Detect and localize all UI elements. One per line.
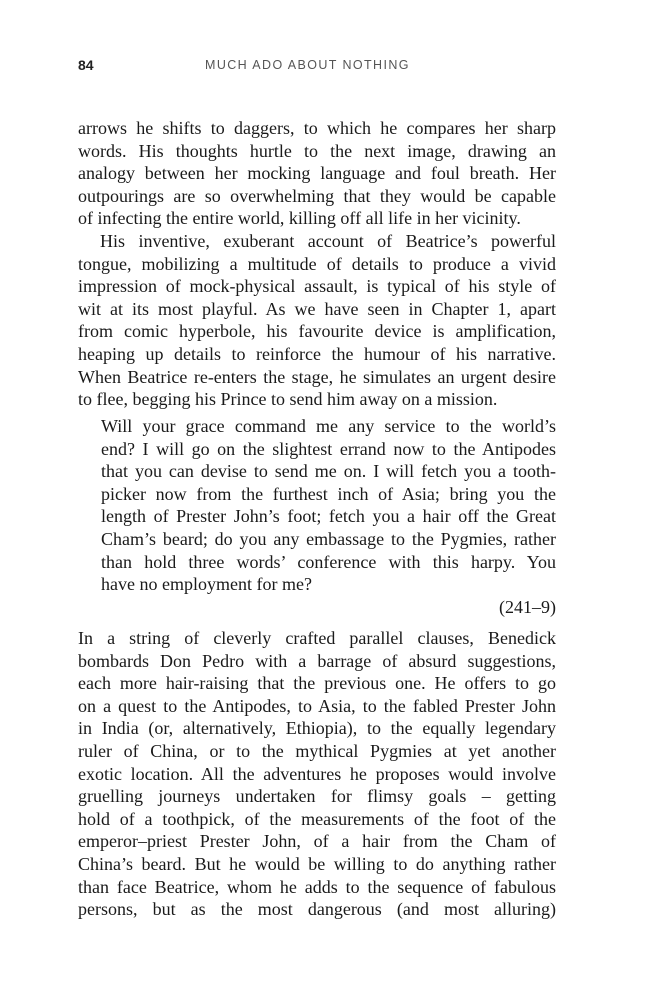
- text-line: persons, but as the most dangerous (and most alluring): [78, 899, 556, 920]
- text-line: emperor–priest Prester John, of a hair from the Cham of: [78, 831, 556, 852]
- text-line: bombards Don Pedro with a barrage of absurd suggestions,: [78, 650, 556, 671]
- text-line: outpourings are so overwhelming that they would be capable: [78, 185, 556, 206]
- page-number: 84: [78, 57, 94, 73]
- text-line: impression of mock-physical assault, is typical of his style of: [78, 276, 556, 297]
- paragraph-1: [78, 117, 556, 230]
- text-line: His inventive, exuberant account of Beatrice’s powerful: [100, 231, 556, 251]
- quote-line: picker now from the furthest inch of Asia; bring you the: [101, 483, 556, 504]
- paragraph-2: [78, 230, 556, 411]
- text-line: on a quest to the Antipodes, to Asia, to the fabled Prester John: [78, 695, 556, 716]
- block-quote: [101, 415, 556, 618]
- text-line: hold of a toothpick, of the measurements of the foot of the: [78, 808, 556, 829]
- text-line: exotic location. All the adventures he proposes would involve: [78, 763, 556, 784]
- quote-line: length of Prester John’s foot; fetch you a hair off the Great: [101, 506, 556, 527]
- text-line: ruler of China, or to the mythical Pygmies at yet another: [78, 740, 556, 761]
- running-header: [78, 57, 556, 77]
- text-line: to flee, begging his Prince to send him away on a mission.: [78, 389, 498, 410]
- text-line: China’s beard. But he would be willing to do anything rather: [78, 853, 556, 874]
- text-line: wit at its most playful. As we have seen in Chapter 1, apart: [78, 298, 556, 319]
- text-line: than face Beatrice, whom he adds to the sequence of fabulous: [78, 876, 556, 897]
- text-line: words. His thoughts hurtle to the next image, drawing an: [78, 140, 556, 161]
- text-line: from comic hyperbole, his favourite device is amplification,: [78, 321, 556, 342]
- text-line: heaping up details to reinforce the humour of his narrative.: [78, 343, 556, 364]
- paragraph-3: [78, 627, 556, 921]
- quote-line: that you can devise to send me on. I will fetch you a tooth-: [101, 461, 556, 482]
- quote-line: Will your grace command me any service to the world’s: [101, 416, 556, 436]
- quote-citation: (241–9): [499, 596, 556, 617]
- quote-line: have no employment for me?: [101, 574, 312, 595]
- text-line: In a string of cleverly crafted parallel clauses, Benedick: [78, 628, 556, 648]
- text-line: each more hair-raising that the previous one. He offers to go: [78, 673, 556, 694]
- running-title: MUCH ADO ABOUT NOTHING: [205, 58, 410, 72]
- text-line: gruelling journeys undertaken for flimsy goals – getting: [78, 786, 556, 807]
- text-line: arrows he shifts to daggers, to which he compares her sharp: [78, 118, 556, 138]
- text-line: of infecting the entire world, killing off all life in her vicinity.: [78, 208, 521, 229]
- text-line: in India (or, alternatively, Ethiopia), to the equally legendary: [78, 718, 556, 739]
- quote-line: end? I will go on the slightest errand now to the Antipodes: [101, 438, 556, 459]
- text-line: When Beatrice re-enters the stage, he simulates an urgent desire: [78, 366, 556, 387]
- text-line: analogy between her mocking language and foul breath. Her: [78, 163, 556, 184]
- quote-line: Cham’s beard; do you any embassage to the Pygmies, rather: [101, 528, 556, 549]
- quote-line: than hold three words’ conference with this harpy. You: [101, 551, 556, 572]
- text-line: tongue, mobilizing a multitude of details to produce a vivid: [78, 253, 556, 274]
